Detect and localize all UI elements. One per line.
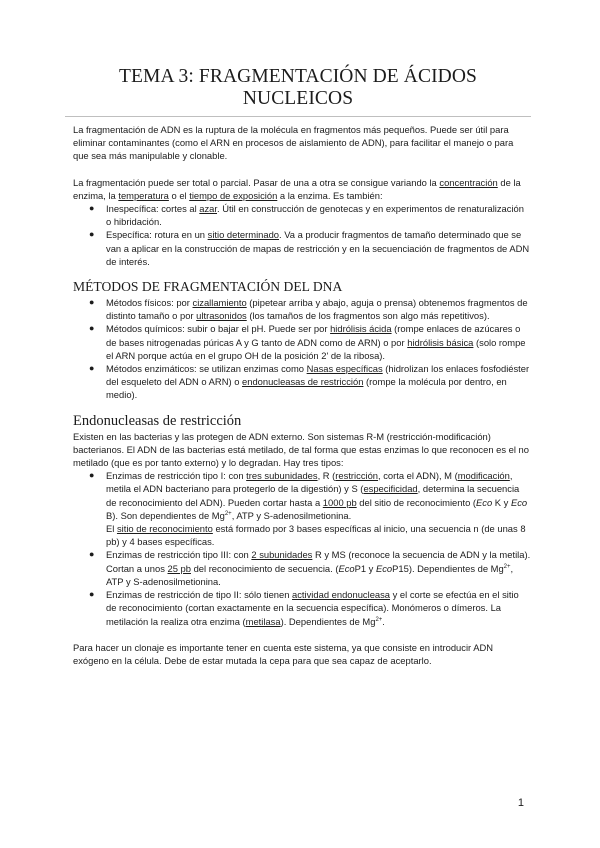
- bullet-icon: ●: [89, 203, 95, 214]
- document-page: [73, 66, 531, 667]
- enzyme-types-list: [73, 469, 531, 627]
- bullet-icon: ●: [89, 363, 95, 374]
- methods-heading: MÉTODOS DE FRAGMENTACIÓN DEL DNA: [73, 279, 343, 295]
- list-item: ● Métodos enzimáticos: se utilizan enzimas como Nasas específicas (hidrolizan los enlaces fosfodiéster del esqueleto del ADN o ARN) o endonucleasas de restricción (rompe la molécula por dentro, en medio).: [89, 363, 530, 401]
- list-item: ● Específica: rotura en un sitio determinado. Va a producir fragmentos de tamaño determinado que se van a aplicar en la construcción de mapas de restricción y en la secuenciación de fragmentos de ADN de interés.: [89, 229, 530, 267]
- list-item: ● Métodos físicos: por cizallamiento (pipetear arriba y abajo, aguja o prensa) obtenemos fragmentos de distinto tamaño o por ultrasonidos (los tamaños de los fragmentos son algo más repetitivos).: [89, 297, 528, 322]
- methods-list: [73, 296, 531, 402]
- page-number: 1: [517, 797, 524, 809]
- bullet-icon: ●: [89, 549, 95, 560]
- fragmentation-paragraph: La fragmentación puede ser total o parcial. Pasar de una a otra se consigue variando la concentración de la enzima, la temperatura o el tiempo de exposición a la enzima. Es también:: [73, 176, 521, 201]
- bullet-icon: ●: [89, 470, 95, 481]
- bullet-icon: ●: [89, 323, 95, 334]
- page-title: TEMA 3: FRAGMENTACIÓN DE ÁCIDOS NUCLEICOS: [65, 66, 531, 117]
- list-item: ● Enzimas de restricción de tipo II: sólo tienen actividad endonucleasa y el corte se efectúa en el sitio de reconocimiento (cortan exactamente en la secuencia específica). Monómeros o dímeros. La metilación la realiza otra enzima (metilasa). Dependientes de $Mg^{2+}$.: [89, 589, 519, 627]
- fragmentation-types-list: [73, 202, 531, 268]
- endonucleases-intro: Existen en las bacterias y las protegen de ADN externo. Son sistemas R-M (restricción-modificación) bacterianos. El ADN de las bacterias está metilado, de tal forma que estas enzimas lo que reconocen es el no metilado (que es por tanto externo) y lo degradan. Hay tres tipos:: [73, 430, 529, 469]
- intro-paragraph: La fragmentación de ADN es la ruptura de la molécula en fragmentos más pequeños. Puede ser útil para eliminar contaminantes (como el ARN en procesos de aislamiento de ADN), para facilitar el manejo o para que sea más manipulable y clonable.: [73, 124, 514, 162]
- list-item: ● Enzimas de restricción tipo III: con 2 subunidades R y MS (reconoce la secuencia de ADN y la metila). Cortan a unos 25 pb del reconocimiento de secuencia. (EcoP1 y EcoP15). Dependientes de $Mg^{2+}$, ATP y S-adenosilmetionina.: [89, 549, 531, 587]
- list-item: ● Enzimas de restricción tipo I: con tres subunidades, R (restricción, corta el ADN), M (modificación, metila el ADN bacteriano para protegerlo de la digestión) y S (especificidad, determina la secuencia de reconocimiento del ADN). Pueden cortar hasta a 1000 pb del sitio de reconocimiento (Eco K y Eco B). Son dependientes de $Mg^{2+}$, ATP y S-adenosilmetionina. El sitio de reconocimiento está formado por 3 bases específicas al inicio, una secuencia n (de unas 8 pb) y 4 bases específicas.: [89, 470, 528, 548]
- closing-paragraph: Para hacer un clonaje es importante tener en cuenta este sistema, ya que consiste en introducir ADN exógeno en la célula. Debe de estar mutada la cepa para que sea capaz de aceptarlo.: [73, 641, 494, 666]
- list-item: ● Métodos químicos: subir o bajar el pH. Puede ser por hidrólisis ácida (rompe enlaces de azúcares o de bases nitrogenadas púricas A y G tanto de ADN como de ARN) o por hidrólisis básica (solo rompe el ARN porque actúa en el grupo OH de la posición 2' de la ribosa).: [89, 323, 526, 361]
- bullet-icon: ●: [89, 297, 95, 308]
- bullet-icon: ●: [89, 589, 95, 600]
- endonucleases-heading: Endonucleasas de restricción: [73, 412, 242, 429]
- bullet-icon: ●: [89, 229, 95, 240]
- list-item: ● Inespecífica: cortes al azar. Útil en construcción de genotecas y en experimentos de renaturalización o hibridación.: [89, 203, 524, 228]
